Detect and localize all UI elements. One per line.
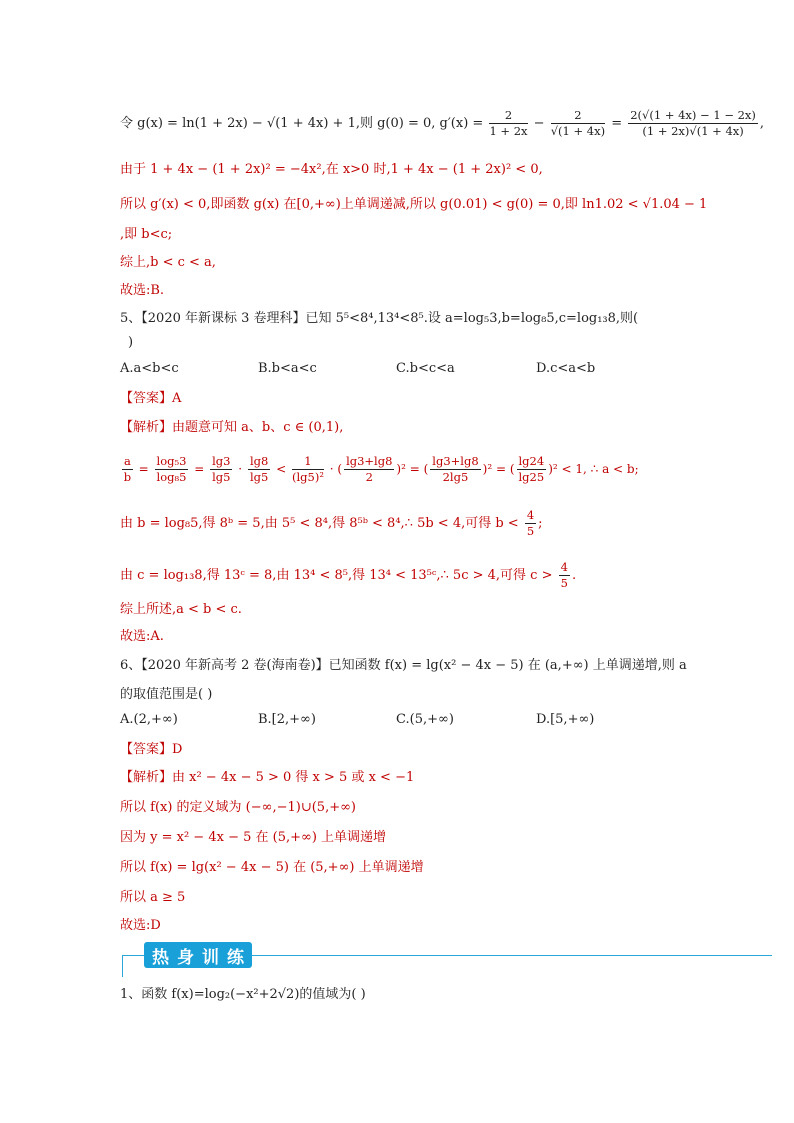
solution-line-2: 由于 1 + 4x − (1 + 2x)² = −4x²,在 x>0 时,1 + 4x − (1 + 2x)² < 0, — [120, 162, 543, 177]
q6-explanation-1: 【解析】由 x² − 4x − 5 > 0 得 x > 5 或 x < −1 — [120, 770, 415, 785]
q6-answer: 【答案】D — [120, 742, 183, 757]
q5-option-a: A.a<b<c — [120, 361, 179, 376]
section-banner — [144, 942, 252, 968]
q6-option-d: D.[5,+∞) — [536, 712, 595, 727]
q6-explanation-5: 所以 a ≥ 5 — [120, 890, 186, 905]
question-6-stem-2: 的取值范围是( ) — [120, 687, 213, 702]
solution-line-6: 故选:B. — [120, 283, 165, 298]
q5-choose: 故选:A. — [120, 629, 164, 644]
warmup-question-1: 1、函数 f(x)=log₂(−x²+2√2)的值域为( ) — [120, 987, 366, 1002]
banner-char: 热 — [152, 947, 169, 968]
q6-explanation-3: 因为 y = x² − 4x − 5 在 (5,+∞) 上单调递增 — [120, 830, 387, 845]
q5-explanation-1: 【解析】由题意可知 a、b、c ∈ (0,1), — [120, 420, 344, 435]
section-rule-vertical — [122, 955, 123, 977]
fraction: $\frac{2}{√(1 + 4x)}$ — [550, 108, 606, 138]
solution-line-1: 令 g(x) = ln(1 + 2x) − √(1 + 4x) + 1,则 g(0) = 0, g′(x) = $\frac{2}{1 + 2x}$ − $\frac{2}{√(1 + 4x)}$ = $\frac{2(√(1 + 4x) - 1 - 2x)}{(1 + 2x)√(1 + 4x)}$ , — [120, 108, 765, 138]
question-5-stem: 5、【2020 年新课标 3 卷理科】已知 5⁵<8⁴,13⁴<8⁵.设 a=log₅3,b=log₈5,c=log₁₃8,则( — [120, 311, 639, 326]
q6-explanation-4: 所以 f(x) = lg(x² − 4x − 5) 在 (5,+∞) 上单调递增 — [120, 860, 424, 875]
fraction: $\frac{2(√(1 + 4x) - 1 - 2x)}{(1 + 2x)√(1 + 4x)}$ — [630, 108, 756, 138]
q5-option-c: C.b<c<a — [396, 361, 455, 376]
q5-option-b: B.b<a<c — [258, 361, 317, 376]
banner-char: 练 — [227, 947, 244, 968]
banner-char: 训 — [202, 947, 219, 968]
q5-explanation-2: $\frac{a}{b}$ = $\frac{\text{log₅3}}{\text{log₈5}}$ = $\frac{\lg 3}{\lg 5}$ · $\frac{\lg 8}{\lg 5}$ < $\frac{1}{\text{(lg5)²}}$ · ( $\frac{\lg 3+\lg 8}{2}$ )² = ( $\frac{\lg 3+\lg 8}{2\lg 5}$ )² = ( $\frac{\lg 24}{\lg 25}$ )² < 1, ∴ a < b; — [123, 454, 639, 484]
q5-explanation-3: 由 b = log₈5,得 8ᵇ = 5,由 5⁵ < 8⁴,得 8⁵ᵇ < 8⁴,∴ 5b < 4,可得 b < $\frac{4}{5}$ ; — [120, 508, 543, 538]
q6-choose: 故选:D — [120, 918, 161, 933]
banner-char: 身 — [177, 947, 194, 968]
solution-line-4: ,即 b<c; — [120, 227, 173, 242]
solution-line-5: 综上,b < c < a, — [120, 255, 216, 270]
question-6-stem: 6、【2020 年新高考 2 卷(海南卷)】已知函数 f(x) = lg(x² − 4x − 5) 在 (a,+∞) 上单调递增,则 a — [120, 658, 687, 673]
q6-option-b: B.[2,+∞) — [258, 712, 316, 727]
solution-line-3: 所以 g′(x) < 0,即函数 g(x) 在[0,+∞)上单调递减,所以 g(0.01) < g(0) = 0,即 ln1.02 < √1.04 − 1 — [120, 197, 708, 212]
q6-explanation-2: 所以 f(x) 的定义域为 (−∞,−1)∪(5,+∞) — [120, 800, 357, 815]
q5-option-d: D.c<a<b — [536, 361, 596, 376]
q5-explanation-4: 由 c = log₁₃8,得 13ᶜ = 8,由 13⁴ < 8⁵,得 13⁴ < 13⁵ᶜ,∴ 5c > 4,可得 c > $\frac{4}{5}$ . — [120, 560, 577, 590]
q5-answer: 【答案】A — [120, 391, 182, 406]
text: 令 g(x) = ln(1 + 2x) − √(1 + 4x) + 1,则 g(0) = 0, g′(x) = — [120, 116, 488, 131]
q5-summary: 综上所述,a < b < c. — [120, 602, 242, 617]
q6-option-a: A.(2,+∞) — [120, 712, 178, 727]
q6-option-c: C.(5,+∞) — [396, 712, 454, 727]
question-5-stem-end: ) — [128, 335, 134, 350]
fraction: $\frac{2}{1 + 2x}$ — [489, 108, 528, 138]
